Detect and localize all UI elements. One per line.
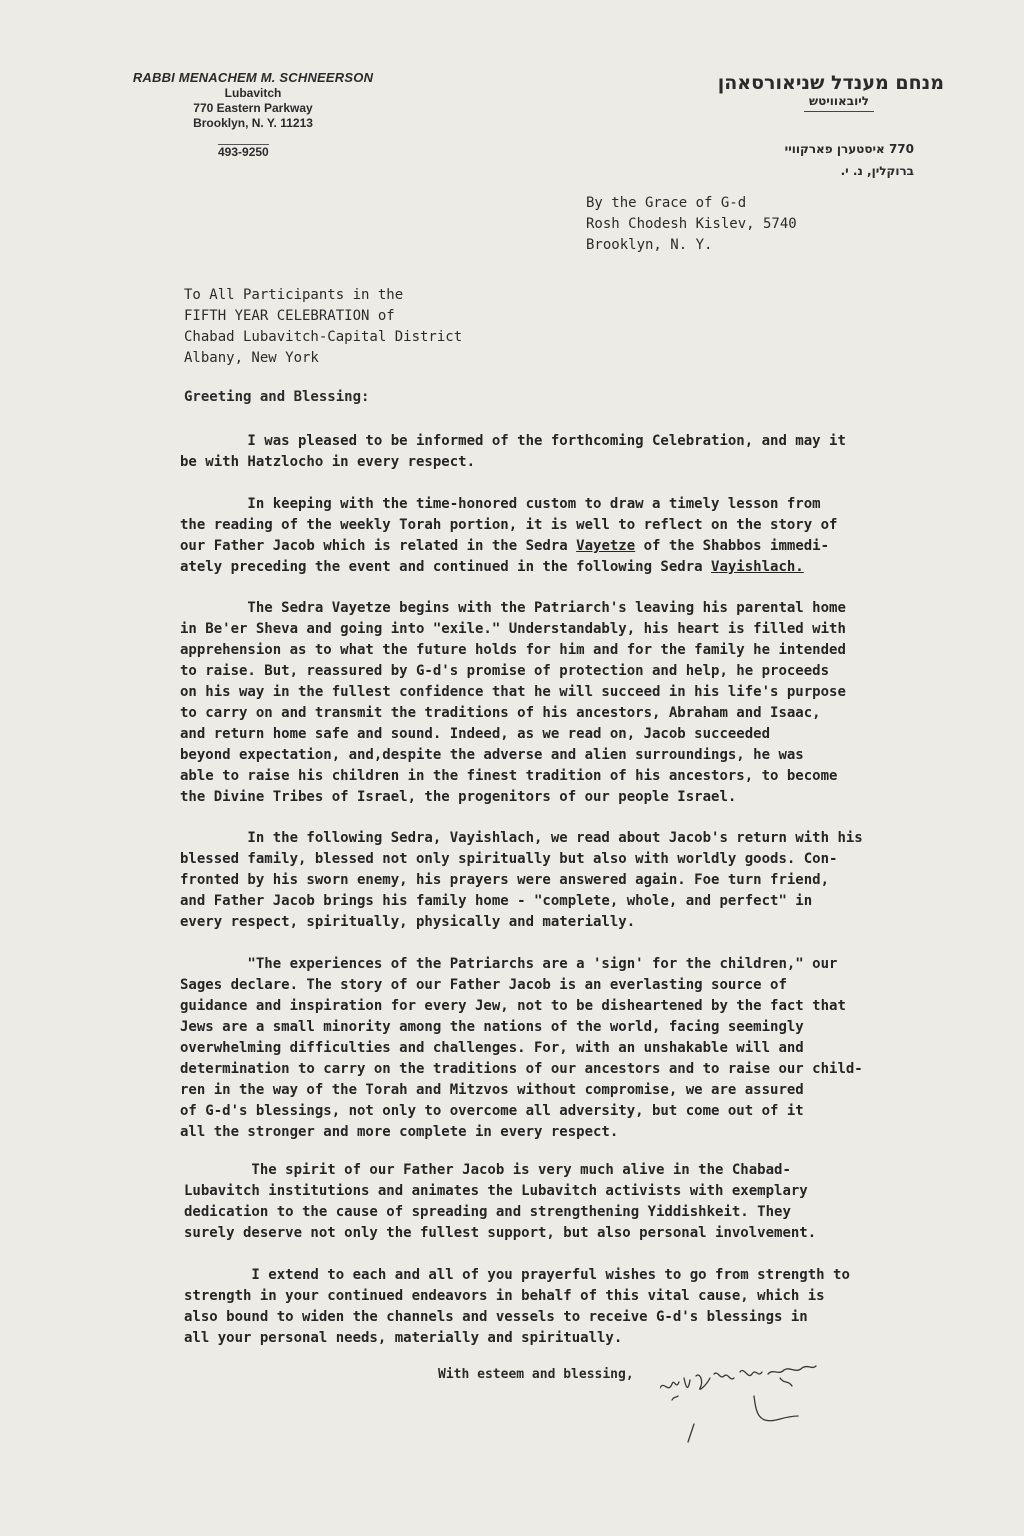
- text-line: and return home safe and sound. Indeed, as we read on, Jacob succeeded: [180, 726, 771, 742]
- letterhead-name: RABBI MENACHEM M. SCHNEERSON: [132, 70, 374, 85]
- text-line: all your personal needs, materially and spiritually.: [184, 1330, 623, 1346]
- letterhead-hebrew-sub: ליובאוויטש: [804, 94, 874, 112]
- paragraph-3: [180, 598, 846, 808]
- text-line: Lubavitch institutions and animates the Lubavitch activists with exemplary: [184, 1183, 808, 1199]
- text-line: on his way in the fullest confidence that he will succeed in his life's purpose: [180, 684, 846, 700]
- text-line: be with Hatzlocho in every respect.: [180, 454, 476, 470]
- text-line: strength in your continued endeavors in behalf of this vital cause, which is: [184, 1288, 825, 1304]
- text-line: fronted by his sworn enemy, his prayers were answered again. Foe turn friend,: [180, 872, 830, 888]
- text-line: apprehension as to what the future holds for him and for the family he intended: [180, 642, 846, 658]
- date-line: Brooklyn, N. Y.: [586, 237, 713, 253]
- text-segment: our Father Jacob which is related in the Sedra: [180, 538, 577, 554]
- date-line: By the Grace of G-d: [586, 195, 747, 211]
- paragraph-6: [184, 1160, 816, 1244]
- text-line: In keeping with the time-honored custom to draw a timely lesson from: [180, 496, 821, 512]
- text-line: every respect, spiritually, physically and materially.: [180, 914, 636, 930]
- text-line: [180, 536, 837, 557]
- text-line: all the stronger and more complete in every respect.: [180, 1124, 619, 1140]
- text-line: guidance and inspiration for every Jew, not to be disheartened by the fact that: [180, 998, 846, 1014]
- text-line: and Father Jacob brings his family home - "complete, whole, and perfect" in: [180, 893, 813, 909]
- text-line: [180, 557, 837, 578]
- text-line: In the following Sedra, Vayishlach, we read about Jacob's return with his: [180, 830, 863, 846]
- text-line: overwhelming difficulties and challenges. For, with an unshakable will and: [180, 1040, 804, 1056]
- paragraph-1: [180, 431, 846, 473]
- letterhead-hebrew-name: מנחם מענדל שניאורסאהן: [717, 72, 944, 94]
- letterhead-line3: Brooklyn, N. Y. 11213: [193, 116, 313, 131]
- text-line: The Sedra Vayetze begins with the Patriarch's leaving his parental home: [180, 600, 846, 616]
- text-line: ren in the way of the Torah and Mitzvos without compromise, we are assured: [180, 1082, 804, 1098]
- text-line: the reading of the weekly Torah portion, it is well to reflect on the story of: [180, 517, 838, 533]
- text-line: of G-d's blessings, not only to overcome all adversity, but come out of it: [180, 1103, 804, 1119]
- text-line: determination to carry on the traditions of our ancestors and to raise our child-: [180, 1061, 863, 1077]
- text-line: able to raise his children in the finest tradition of his ancestors, to become: [180, 768, 838, 784]
- addressee-line: Chabad Lubavitch-Capital District: [184, 329, 463, 345]
- text-line: I was pleased to be informed of the forthcoming Celebration, and may it: [180, 433, 846, 449]
- date-line: Rosh Chodesh Kislev, 5740: [586, 216, 797, 232]
- text-line: to raise. But, reassured by G-d's promise of protection and help, he proceeds: [180, 663, 830, 679]
- text-line: The spirit of our Father Jacob is very much alive in the Chabad-: [184, 1162, 791, 1178]
- sedra-vayishlach: Vayishlach.: [711, 559, 804, 575]
- text-line: "The experiences of the Patriarchs are a 'sign' for the children," our: [180, 956, 838, 972]
- text-segment: of the Shabbos immedi-: [635, 538, 830, 554]
- text-line: in Be'er Sheva and going into "exile." Understandably, his heart is filled with: [180, 621, 846, 637]
- paragraph-5: [180, 954, 863, 1143]
- text-line: surely deserve not only the fullest support, but also personal involvement.: [184, 1225, 817, 1241]
- letterhead-english: [108, 70, 398, 159]
- addressee-line: To All Participants in the: [184, 287, 404, 303]
- text-line: the Divine Tribes of Israel, the progenitors of our people Israel.: [180, 789, 737, 805]
- addressee-block: [184, 285, 462, 369]
- letterhead-line1: Lubavitch: [224, 86, 282, 101]
- text-line: beyond expectation, and,despite the adverse and alien surroundings, he was: [180, 747, 804, 763]
- sedra-vayetze: Vayetze: [576, 538, 636, 554]
- closing: With esteem and blessing,: [438, 1367, 634, 1382]
- text-line: Sages declare. The story of our Father Jacob is an everlasting source of: [180, 977, 787, 993]
- text-line: Jews are a small minority among the nations of the world, facing seemingly: [180, 1019, 804, 1035]
- letterhead-hebrew-city: ברוקלין, נ. י.: [840, 164, 914, 178]
- paragraph-4: [180, 828, 863, 933]
- letterhead-line2: 770 Eastern Parkway: [193, 101, 313, 116]
- letterhead-hebrew: [630, 72, 944, 178]
- addressee-line: Albany, New York: [184, 350, 319, 366]
- text-line: to carry on and transmit the traditions of his ancestors, Abraham and Isaac,: [180, 705, 821, 721]
- text-segment: ately preceding the event and continued in the following Sedra: [180, 559, 712, 575]
- paragraph-2: [180, 494, 837, 578]
- text-line: blessed family, blessed not only spiritually but also with worldly goods. Con-: [180, 851, 838, 867]
- text-line: dedication to the cause of spreading and strengthening Yiddishkeit. They: [184, 1204, 791, 1220]
- text-line: I extend to each and all of you prayerful wishes to go from strength to: [184, 1267, 850, 1283]
- handwritten-signature-icon: [660, 1360, 830, 1450]
- addressee-line: FIFTH YEAR CELEBRATION of: [184, 308, 395, 324]
- date-block: [586, 193, 797, 256]
- greeting: Greeting and Blessing:: [184, 389, 370, 405]
- letterhead-phone: 493-9250: [218, 145, 269, 159]
- text-line: also bound to widen the channels and vessels to receive G-d's blessings in: [184, 1309, 808, 1325]
- paragraph-7: [184, 1265, 850, 1349]
- letterhead-hebrew-address: 770 איסטערן פארקוויי: [784, 142, 914, 156]
